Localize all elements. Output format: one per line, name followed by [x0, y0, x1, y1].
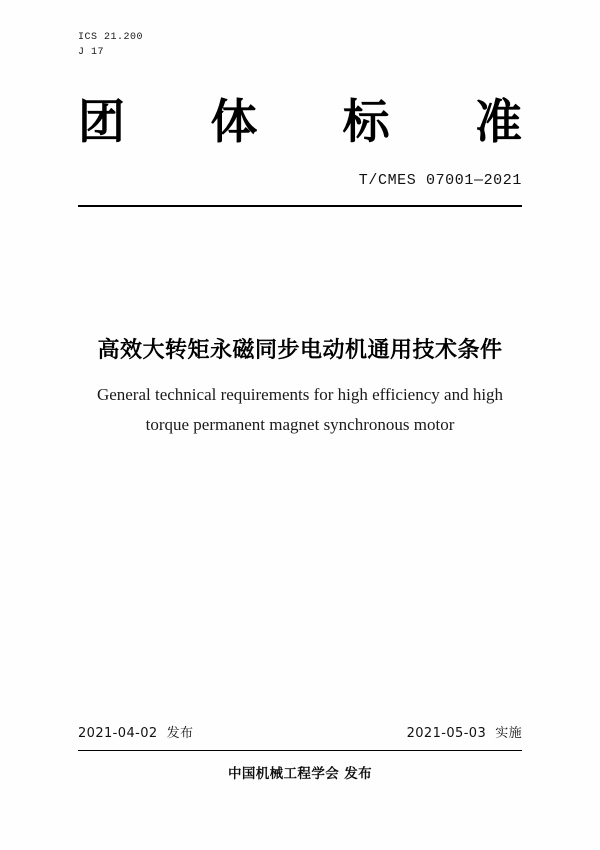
ics-code: ICS 21.200: [78, 32, 144, 43]
document-title-english-line-2: torque permanent magnet synchronous motor: [145, 415, 455, 434]
document-title-english-line-1: General technical requirements for high efficiency and high: [96, 385, 504, 404]
footer-divider: [78, 750, 522, 751]
publication-dates: [78, 722, 522, 741]
effective-date: 2021-05-03 实施: [406, 726, 522, 741]
header-divider: [78, 205, 522, 207]
standard-type-char-1: 团: [78, 95, 125, 150]
document-title-english: [70, 380, 530, 440]
issue-date: 2021-04-02 发布: [78, 726, 194, 741]
issuing-organization: 中国机械工程学会 发布: [227, 766, 373, 782]
standard-type-char-2: 体: [210, 95, 258, 150]
classification-codes: [78, 30, 143, 60]
document-title-chinese: 高效大转矩永磁同步电动机通用技术条件: [97, 338, 503, 363]
standard-number: T/CMES 07001—2021: [358, 172, 522, 189]
standard-type-char-4: 准: [474, 95, 522, 150]
standard-type-heading: [78, 95, 522, 151]
ccs-code: J 17: [78, 47, 105, 58]
standard-type-char-3: 标: [342, 95, 390, 150]
